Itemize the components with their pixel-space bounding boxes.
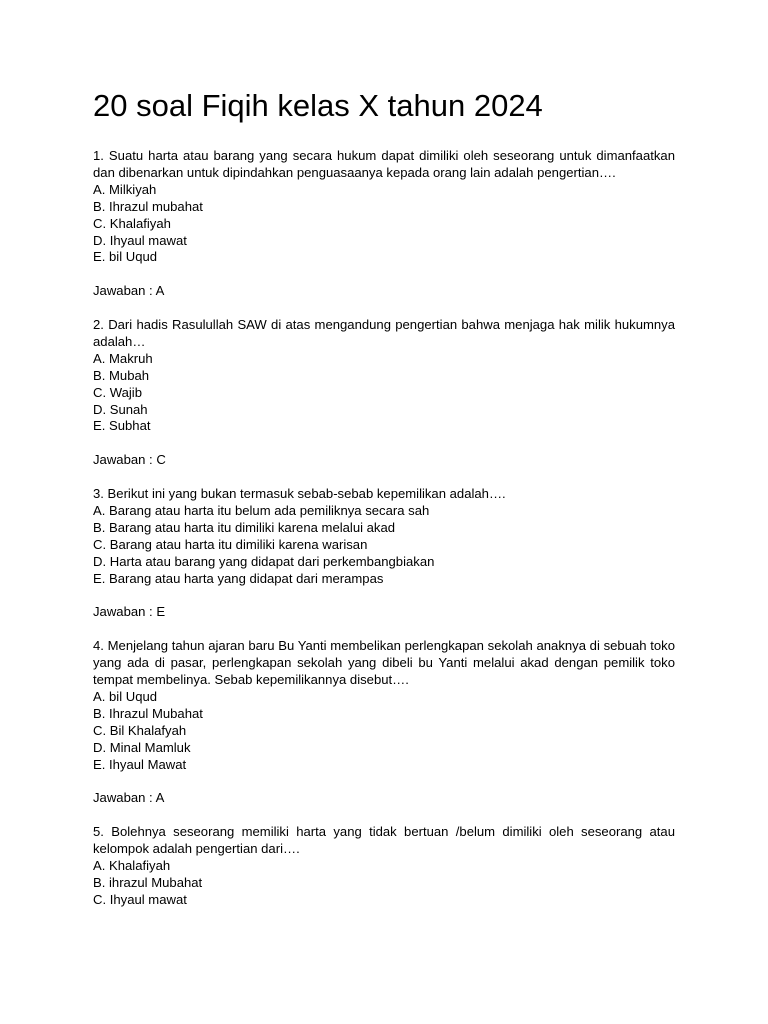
question-text: 3. Berikut ini yang bukan termasuk sebab-sebab kepemilikan adalah….: [93, 486, 506, 502]
option-c: C. Khalafiyah: [93, 215, 171, 231]
option-d: D. Minal Mamluk: [93, 739, 191, 755]
option-c: C. Ihyaul mawat: [93, 891, 187, 907]
option-a: A. Khalafiyah: [93, 857, 171, 873]
option-b: B. Ihrazul mubahat: [93, 198, 203, 214]
option-b: B. Ihrazul Mubahat: [93, 705, 203, 721]
question-text: 4. Menjelang tahun ajaran baru Bu Yanti membelikan perlengkapan sekolah anaknya di sebuah toko yang ada di pasar, perlengkapan sekolah yang dibeli bu Yanti melalui akad dengan pemilik toko tempat membelinya. Sebab kepemilikannya disebut….: [93, 638, 675, 687]
option-d: D. Sunah: [93, 401, 148, 417]
option-b: B. ihrazul Mubahat: [93, 874, 203, 890]
option-b: B. Barang atau harta itu dimiliki karena melalui akad: [93, 519, 396, 535]
document-title: 20 soal Fiqih kelas X tahun 2024: [93, 88, 543, 123]
option-d: D. Ihyaul mawat: [93, 232, 187, 248]
option-e: E. Ihyaul Mawat: [93, 756, 187, 772]
option-a: A. Barang atau harta itu belum ada pemiliknya secara sah: [93, 502, 430, 518]
answer-key: Jawaban : E: [93, 604, 166, 620]
option-c: C. Wajib: [93, 384, 142, 400]
option-c: C. Bil Khalafyah: [93, 722, 187, 738]
option-e: E. Subhat: [93, 418, 151, 434]
question-2: [93, 317, 675, 469]
option-a: A. bil Uqud: [93, 688, 158, 704]
option-e: E. Barang atau harta yang didapat dari merampas: [93, 570, 384, 586]
answer-key: Jawaban : C: [93, 452, 166, 468]
question-text: 2. Dari hadis Rasulullah SAW di atas mengandung pengertian bahwa menjaga hak milik hukumnya adalah…: [93, 317, 675, 349]
question-4: [93, 638, 675, 807]
option-c: C. Barang atau harta itu dimiliki karena warisan: [93, 536, 368, 552]
question-text: 5. Bolehnya seseorang memiliki harta yang tidak bertuan /belum dimiliki oleh seseorang atau kelompok adalah pengertian dari….: [93, 824, 675, 857]
option-e: E. bil Uqud: [93, 249, 158, 265]
option-a: A. Milkiyah: [93, 181, 157, 197]
answer-key: Jawaban : A: [93, 790, 165, 806]
option-d: D. Harta atau barang yang didapat dari perkembangbiakan: [93, 553, 435, 569]
option-b: B. Mubah: [93, 367, 150, 383]
question-1: [93, 148, 675, 300]
question-5: [93, 824, 675, 909]
option-a: A. Makruh: [93, 350, 153, 366]
answer-key: Jawaban : A: [93, 283, 165, 299]
question-list: [93, 148, 675, 909]
question-3: [93, 486, 675, 621]
question-text: 1. Suatu harta atau barang yang secara hukum dapat dimiliki oleh seseorang untuk dimanfaatkan dan dibenarkan untuk dipindahkan penguasaanya kepada orang lain adalah pengertian….: [93, 148, 675, 180]
